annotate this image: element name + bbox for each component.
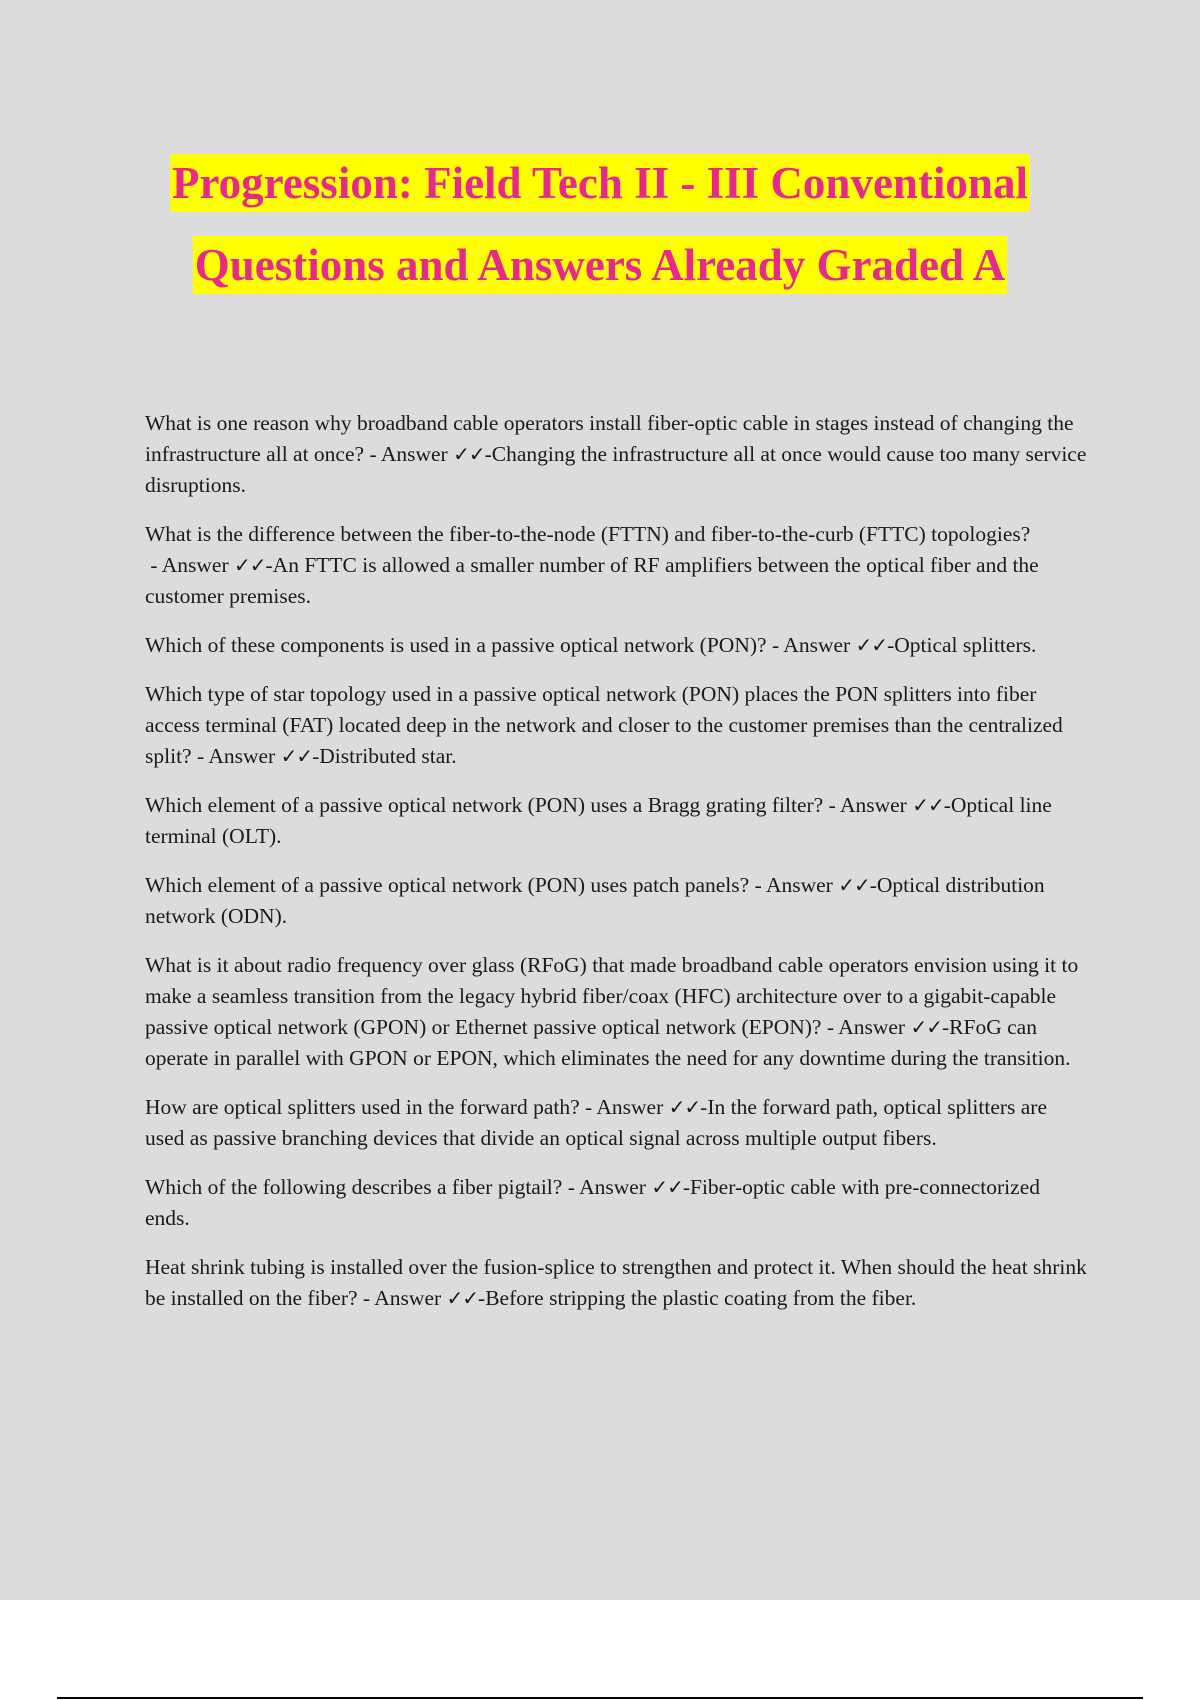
qa-separator: -	[191, 744, 209, 768]
qa-item: What is it about radio frequency over glass (RFoG) that made broadband cable operators envision using it to make a seamless transition from the legacy hybrid fiber/coax (HFC) architecture over to a gigabit-capable passive optical network (GPON) or Ethernet passive optical network (EPON)? - Answer ✓✓-RFoG can operate in parallel with GPON or EPON, which eliminates the need for any downtime during the transition.	[145, 953, 1079, 1070]
answer-label: Answer	[838, 1015, 906, 1039]
answer-label: Answer	[783, 633, 851, 657]
double-check-icon: ✓✓	[446, 1286, 479, 1310]
qa-separator: -	[766, 633, 784, 657]
answer-text: Optical splitters.	[894, 633, 1037, 657]
answer-label: Answer	[765, 873, 833, 897]
double-check-icon: ✓✓	[838, 873, 870, 897]
qa-separator: -	[823, 793, 840, 817]
question-text: How are optical splitters used in the forward path?	[145, 1095, 580, 1119]
question-text: What is one reason why broadband cable operators install fiber-optic cable in stages instead of changing the infrastructure all at once?	[145, 411, 1074, 466]
footer-divider	[57, 1697, 1143, 1699]
qa-item: Which of the following describes a fiber pigtail? - Answer ✓✓-Fiber-optic cable with pre-connectorized ends.	[145, 1175, 1040, 1230]
answer-text: RFoG can operate in parallel with GPON or EPON, which eliminates the need for any downtime during the transition.	[145, 1015, 1071, 1070]
qa-separator: -	[364, 442, 381, 466]
question-text: What is it about radio frequency over glass (RFoG) that made broadband cable operators envision using it to make a seamless transition from the legacy hybrid fiber/coax (HFC) architecture over to a gigabit-capable passive optical network (GPON) or Ethernet passive optical network (EPON)?	[145, 953, 1079, 1039]
answer-text: Distributed star.	[319, 744, 457, 768]
document-title	[0, 142, 1200, 306]
qa-item: How are optical splitters used in the forward path? - Answer ✓✓-In the forward path, optical splitters are used as passive branching devices that divide an optical signal across multiple output fibers.	[145, 1095, 1048, 1150]
answer-text: Before stripping the plastic coating from the fiber.	[485, 1286, 917, 1310]
answer-text: Optical distribution network (ODN).	[145, 873, 1045, 928]
qa-item: Which element of a passive optical network (PON) uses patch panels? - Answer ✓✓-Optical distribution network (ODN).	[145, 873, 1045, 928]
answer-label: Answer	[839, 793, 907, 817]
answer-label: Answer	[208, 744, 276, 768]
qa-list	[145, 408, 1090, 1332]
qa-item: Which type of star topology used in a passive optical network (PON) places the PON splitters into fiber access terminal (FAT) located deep in the network and closer to the customer premises than the centralized split? - Answer ✓✓-Distributed star.	[145, 682, 1063, 768]
double-check-icon: ✓✓	[910, 1015, 942, 1039]
question-text: Which of the following describes a fiber pigtail?	[145, 1175, 563, 1199]
qa-item: What is one reason why broadband cable operators install fiber-optic cable in stages instead of changing the infrastructure all at once? - Answer ✓✓-Changing the infrastructure all at once would cause too many service disruptions.	[145, 411, 1087, 497]
question-text: Which type of star topology used in a passive optical network (PON) places the PON splitters into fiber access terminal (FAT) located deep in the network and closer to the customer premises than the centralized split?	[145, 682, 1063, 768]
qa-separator: -	[749, 873, 766, 897]
double-check-icon: ✓✓	[912, 793, 944, 817]
title-line-1: Progression: Field Tech II - III Conventional	[170, 154, 1030, 212]
question-text: Which element of a passive optical network (PON) uses patch panels?	[145, 873, 750, 897]
double-check-icon: ✓✓	[651, 1175, 683, 1199]
answer-label: Answer	[380, 442, 448, 466]
answer-label: Answer	[596, 1095, 664, 1119]
answer-label: Answer	[161, 553, 229, 577]
answer-text: In the forward path, optical splitters are used as passive branching devices that divide an optical signal across multiple output fibers.	[145, 1095, 1048, 1150]
answer-text: Optical line terminal (OLT).	[145, 793, 1052, 848]
double-check-icon: ✓✓	[233, 553, 266, 577]
qa-item: Which element of a passive optical network (PON) uses a Bragg grating filter? - Answer ✓✓-Optical line terminal (OLT).	[145, 793, 1052, 848]
qa-separator: -	[145, 553, 162, 577]
double-check-icon: ✓✓	[280, 744, 313, 768]
answer-text: Changing the infrastructure all at once would cause too many service disruptions.	[145, 442, 1087, 497]
qa-separator: -	[579, 1095, 597, 1119]
qa-item: What is the difference between the fiber-to-the-node (FTTN) and fiber-to-the-curb (FTTC) topologies? - Answer ✓✓-An FTTC is allowed a smaller number of RF amplifiers between the optical fiber and the customer premises.	[145, 522, 1039, 608]
qa-item: Which of these components is used in a passive optical network (PON)? - Answer ✓✓-Optical splitters.	[145, 633, 1037, 657]
question-text: What is the difference between the fiber-to-the-node (FTTN) and fiber-to-the-curb (FTTC) topologies?	[145, 522, 1031, 546]
double-check-icon: ✓✓	[855, 633, 888, 657]
question-text: Which of these components is used in a passive optical network (PON)?	[145, 633, 767, 657]
double-check-icon: ✓✓	[453, 442, 485, 466]
answer-label: Answer	[579, 1175, 646, 1199]
qa-item: Heat shrink tubing is installed over the fusion-splice to strengthen and protect it. When should the heat shrink be installed on the fiber? - Answer ✓✓-Before stripping the plastic coating from the fiber.	[145, 1255, 1087, 1310]
double-check-icon: ✓✓	[668, 1095, 701, 1119]
qa-separator: -	[821, 1015, 839, 1039]
qa-separator: -	[562, 1175, 580, 1199]
title-line-2: Questions and Answers Already Graded A	[193, 236, 1008, 294]
answer-label: Answer	[374, 1286, 442, 1310]
question-text: Heat shrink tubing is installed over the fusion-splice to strengthen and protect it. When should the heat shrink be installed on the fiber?	[145, 1255, 1087, 1310]
qa-separator: -	[357, 1286, 375, 1310]
question-text: Which element of a passive optical network (PON) uses a Bragg grating filter?	[145, 793, 824, 817]
answer-text: An FTTC is allowed a smaller number of RF amplifiers between the optical fiber and the customer premises.	[145, 553, 1039, 608]
answer-text: Fiber-optic cable with pre-connectorized ends.	[145, 1175, 1040, 1230]
